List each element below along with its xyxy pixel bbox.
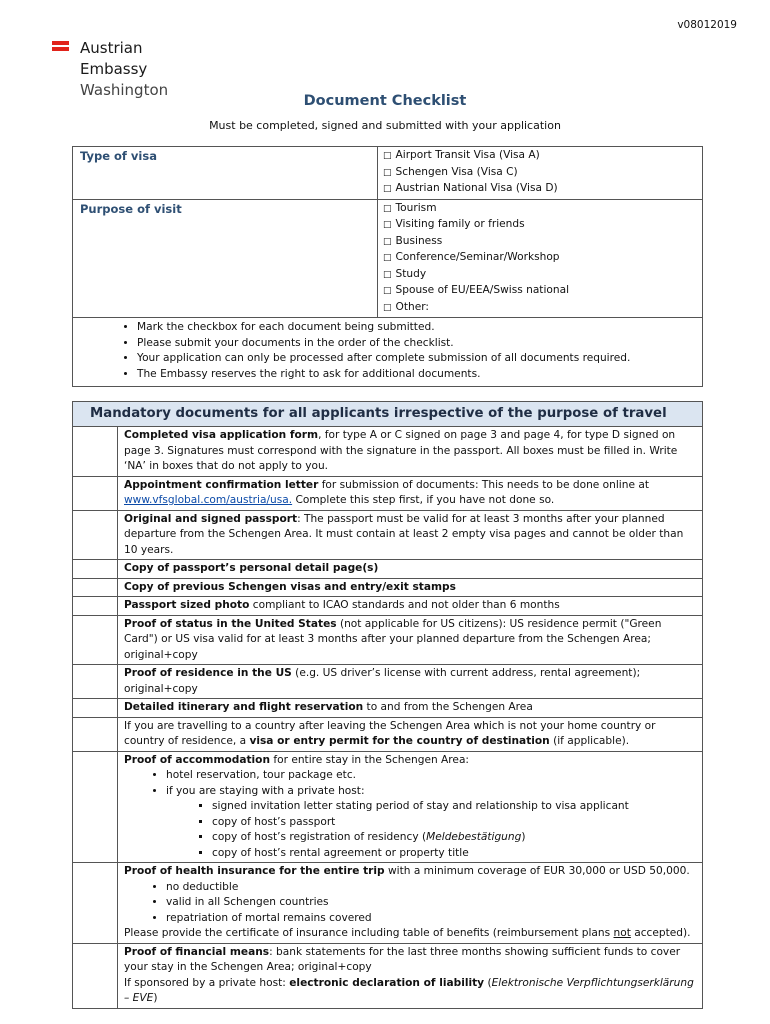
- purpose-option[interactable]: □ Conference/Seminar/Workshop: [383, 251, 560, 263]
- document-item: If you are travelling to a country after leaving the Schengen Area which is not your home country or country of residence, a visa or entry permit for the country of destination (if applicable).: [118, 717, 703, 751]
- checkbox-icon[interactable]: □: [383, 203, 392, 214]
- document-item: Proof of accommodation for entire stay in the Schengen Area: • hotel reservation, tour package etc. • if you are staying with a private host: ▪ signed invitation letter stating period of stay and relationship to visa applicant ▪ copy of host’s passport ▪ copy of host’s registration of residency (Meldebestätigung) ▪ copy of host’s rental agreement or property title: [118, 751, 703, 863]
- section-heading: Mandatory documents for all applicants irrespective of the purpose of travel: [73, 402, 703, 427]
- document-check-cell[interactable]: [73, 943, 118, 1008]
- version-code: v08012019: [677, 19, 737, 31]
- document-check-cell[interactable]: [73, 427, 118, 477]
- vfs-link[interactable]: www.vfsglobal.com/austria/usa.: [124, 494, 293, 506]
- checkbox-icon[interactable]: □: [383, 151, 392, 161]
- visa-type-option[interactable]: □ Airport Transit Visa (Visa A): [383, 149, 540, 161]
- instructions-cell: [73, 318, 703, 387]
- list-item: • valid in all Schengen countries: [166, 895, 698, 911]
- purpose-label: Purpose of visit: [73, 199, 378, 318]
- checkbox-icon[interactable]: □: [383, 253, 392, 263]
- checkbox-icon[interactable]: □: [383, 220, 392, 230]
- instruction-item: • Please submit your documents in the order of the checklist.: [137, 336, 702, 352]
- document-item: Completed visa application form, for type A or C signed on page 3 and page 4, for type D signed on page 3. Signatures must correspond with the signature in the passport. All boxes must be filled in. Write ‘NA’ in boxes that do not apply to you.: [118, 427, 703, 477]
- document-check-cell[interactable]: [73, 597, 118, 616]
- list-item: • hotel reservation, tour package etc.: [166, 768, 698, 784]
- purpose-option[interactable]: □ Study: [383, 267, 427, 280]
- visa-info-table: [72, 146, 703, 387]
- instructions-list: [73, 320, 702, 382]
- insurance-list: [124, 880, 698, 927]
- table-row: [73, 699, 703, 718]
- purpose-options: [378, 199, 703, 318]
- table-row: [73, 560, 703, 579]
- page-subtitle: Must be completed, signed and submitted with your application: [209, 119, 561, 132]
- purpose-option[interactable]: □ Business: [383, 234, 443, 247]
- purpose-option[interactable]: □ Tourism: [383, 201, 437, 214]
- checkbox-icon[interactable]: □: [383, 269, 392, 280]
- document-item: Copy of previous Schengen visas and entry/exit stamps: [118, 578, 703, 597]
- document-check-cell[interactable]: [73, 699, 118, 718]
- document-check-cell[interactable]: [73, 615, 118, 665]
- table-row: [73, 427, 703, 477]
- visa-type-option[interactable]: □ Schengen Visa (Visa C): [383, 165, 518, 178]
- page-title: Document Checklist: [303, 93, 467, 109]
- purpose-option[interactable]: □ Spouse of EU/EEA/Swiss national: [383, 284, 570, 296]
- table-row: [73, 510, 703, 560]
- document-item: Detailed itinerary and flight reservation to and from the Schengen Area: [118, 699, 703, 718]
- table-row: [73, 717, 703, 751]
- visa-type-option[interactable]: □ Austrian National Visa (Visa D): [383, 182, 558, 194]
- document-item: Proof of health insurance for the entire trip with a minimum coverage of EUR 30,000 or USD 50,000. • no deductible • valid in all Schengen countries • repatriation of mortal remains covered Please provide the certificate of insurance including table of benefits (reimbursement plans not accepted).: [118, 863, 703, 944]
- document-item: Proof of financial means: bank statements for the last three months showing sufficient funds to cover your stay in the Schengen Area; original+copy If sponsored by a private host: electronic declaration of liability (Elektronische Verpflichtungserklärung – EVE): [118, 943, 703, 1008]
- table-row: [73, 665, 703, 699]
- list-item: • if you are staying with a private host: ▪ signed invitation letter stating period of stay and relationship to visa applicant ▪ copy of host’s passport ▪ copy of host’s registration of residency (Meldebestätigung) ▪ copy of host’s rental agreement or property title: [166, 784, 698, 862]
- document-item: Appointment confirmation letter for submission of documents: This needs to be done online at www.vfsglobal.com/austria/usa. Complete this step first, if you have not done so.: [118, 476, 703, 510]
- list-item: ▪ copy of host’s passport: [212, 815, 698, 831]
- document-item: Passport sized photo compliant to ICAO standards and not older than 6 months: [118, 597, 703, 616]
- document-check-cell[interactable]: [73, 510, 118, 560]
- accommodation-list: [124, 768, 698, 861]
- visa-type-options: [378, 147, 703, 200]
- checkbox-icon[interactable]: □: [383, 286, 392, 296]
- table-row: [73, 597, 703, 616]
- document-item: Proof of residence in the US (e.g. US driver’s license with current address, rental agreement); original+copy: [118, 665, 703, 699]
- list-item: • no deductible: [166, 880, 698, 896]
- logo-line-3: Washington: [80, 81, 169, 99]
- document-item: Proof of status in the United States (not applicable for US citizens): US residence permit ("Green Card") or US visa valid for at least 3 months after your planned departure from the Schengen Area; original+copy: [118, 615, 703, 665]
- visa-type-label: Type of visa: [73, 147, 378, 200]
- document-check-cell[interactable]: [73, 665, 118, 699]
- mandatory-documents-table: [72, 401, 703, 1009]
- table-row: [73, 863, 703, 944]
- list-item: ▪ signed invitation letter stating period of stay and relationship to visa applicant: [212, 799, 698, 815]
- logo-line-2: Embassy: [80, 60, 148, 78]
- list-item: ▪ copy of host’s rental agreement or property title: [212, 846, 698, 862]
- instruction-item: • Mark the checkbox for each document being submitted.: [137, 320, 702, 336]
- checkbox-icon[interactable]: □: [383, 184, 392, 194]
- document-check-cell[interactable]: [73, 560, 118, 579]
- document-item: Original and signed passport: The passport must be valid for at least 3 months after your planned departure from the Schengen Area. It must contain at least 2 empty visa pages and cannot be older than 10 years.: [118, 510, 703, 560]
- private-host-list: [166, 799, 698, 861]
- purpose-option[interactable]: □ Other:: [383, 300, 429, 313]
- checkbox-icon[interactable]: □: [383, 167, 392, 178]
- table-row: [73, 943, 703, 1008]
- document-check-cell[interactable]: [73, 578, 118, 597]
- document-check-cell[interactable]: [73, 863, 118, 944]
- table-row: [73, 615, 703, 665]
- instruction-item: • Your application can only be processed after complete submission of all documents required.: [137, 351, 702, 367]
- list-item: • repatriation of mortal remains covered: [166, 911, 698, 927]
- document-check-cell[interactable]: [73, 751, 118, 863]
- purpose-option[interactable]: □ Visiting family or friends: [383, 218, 525, 230]
- instruction-item: • The Embassy reserves the right to ask for additional documents.: [137, 367, 702, 383]
- austrian-flag-icon: [52, 41, 69, 53]
- document-item: Copy of passport’s personal detail page(s): [118, 560, 703, 579]
- checkbox-icon[interactable]: □: [383, 302, 392, 313]
- table-row: [73, 578, 703, 597]
- document-check-cell[interactable]: [73, 717, 118, 751]
- document-check-cell[interactable]: [73, 476, 118, 510]
- table-row: [73, 751, 703, 863]
- table-row: [73, 476, 703, 510]
- logo-line-1: Austrian: [80, 39, 143, 57]
- checkbox-icon[interactable]: □: [383, 236, 392, 247]
- list-item: ▪ copy of host’s registration of residency (Meldebestätigung): [212, 830, 698, 846]
